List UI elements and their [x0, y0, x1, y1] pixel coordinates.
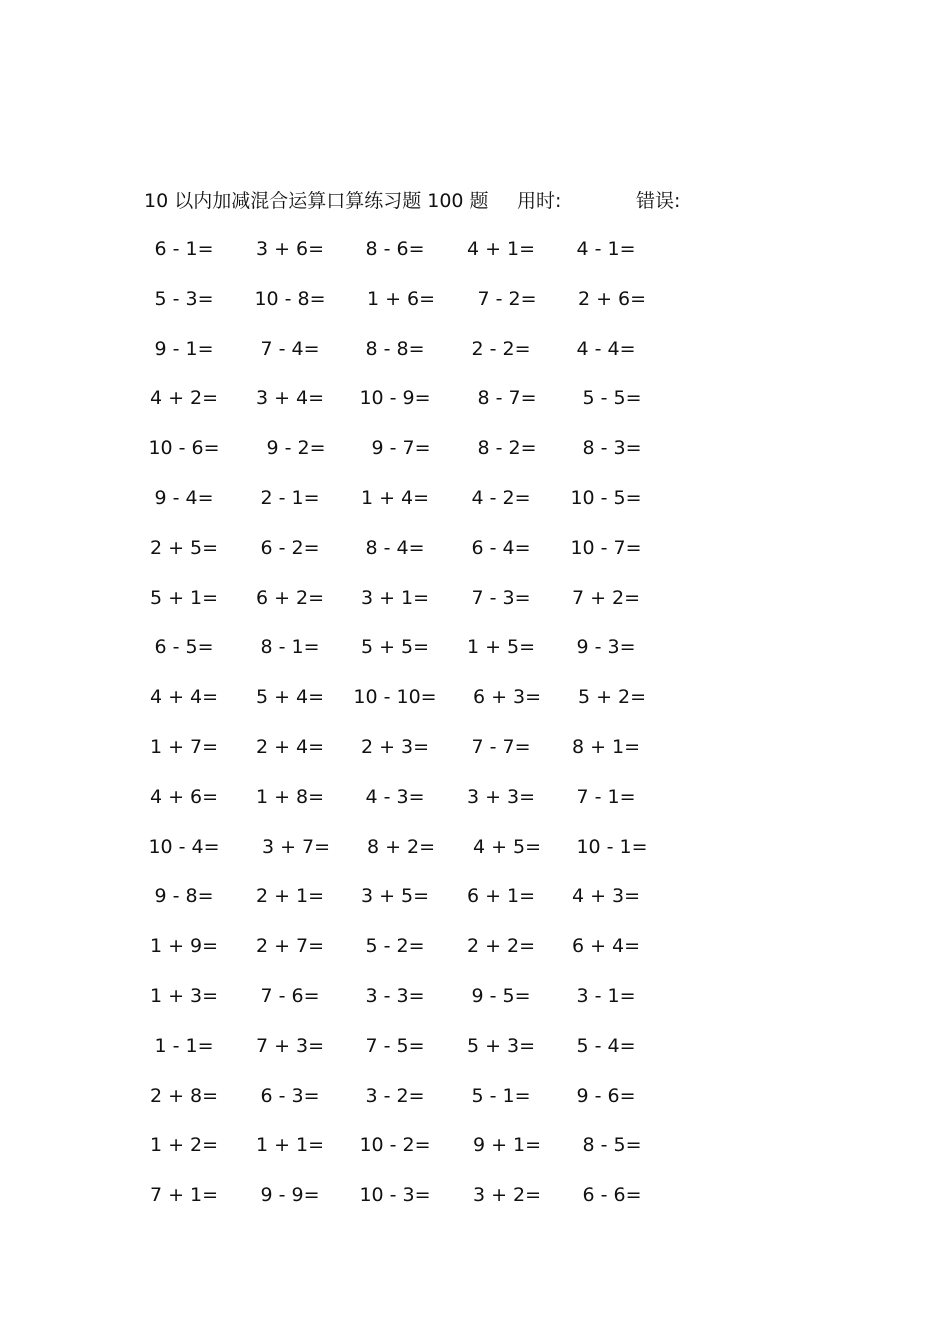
problem-cell: 7 + 3=: [255, 1034, 325, 1057]
problem-cell: 9 - 5=: [471, 984, 531, 1007]
problem-cell: 10 - 2=: [359, 1134, 431, 1157]
problem-cell: 2 + 3=: [360, 735, 430, 758]
problem-cell: 1 + 7=: [149, 735, 219, 758]
problem-cell: 7 + 1=: [149, 1184, 219, 1207]
problem-row: [0, 1130, 950, 1180]
problem-row: [0, 981, 950, 1031]
problem-cell: 8 - 8=: [365, 337, 425, 360]
problem-cell: 3 + 4=: [255, 387, 325, 410]
problem-cell: 10 - 1=: [576, 835, 648, 858]
problem-cell: 2 - 2=: [471, 337, 531, 360]
problem-row: [0, 583, 950, 633]
problem-cell: 7 - 7=: [471, 735, 531, 758]
problem-cell: 9 + 1=: [472, 1134, 542, 1157]
problem-cell: 9 - 4=: [154, 486, 214, 509]
problem-cell: 5 + 4=: [255, 686, 325, 709]
problem-row: [0, 483, 950, 533]
problem-cell: 1 - 1=: [154, 1034, 214, 1057]
problem-cell: 10 - 7=: [570, 536, 642, 559]
problem-cell: 6 + 3=: [472, 686, 542, 709]
problem-cell: 6 + 4=: [571, 935, 641, 958]
problem-cell: 2 + 2=: [466, 935, 536, 958]
problem-cell: 6 + 2=: [255, 586, 325, 609]
problem-cell: 6 - 3=: [260, 1084, 320, 1107]
problem-cell: 3 + 7=: [261, 835, 331, 858]
problem-cell: 9 - 8=: [154, 885, 214, 908]
problem-cell: 2 + 6=: [577, 287, 647, 310]
errors-label: 错误:: [636, 190, 681, 212]
problem-cell: 10 - 4=: [148, 835, 220, 858]
problem-cell: 7 - 5=: [365, 1034, 425, 1057]
problem-cell: 1 + 4=: [360, 486, 430, 509]
problem-cell: 6 - 4=: [471, 536, 531, 559]
problem-cell: 7 - 1=: [576, 785, 636, 808]
problem-cell: 1 + 3=: [149, 984, 219, 1007]
problem-cell: 7 - 4=: [260, 337, 320, 360]
problem-cell: 1 + 9=: [149, 935, 219, 958]
problem-cell: 5 + 1=: [149, 586, 219, 609]
problem-cell: 9 - 6=: [576, 1084, 636, 1107]
problem-cell: 6 - 6=: [582, 1184, 642, 1207]
problem-row: [0, 682, 950, 732]
worksheet-header: [144, 186, 764, 216]
problem-cell: 7 + 2=: [571, 586, 641, 609]
problem-row: [0, 732, 950, 782]
problem-row: [0, 1031, 950, 1081]
problem-row: [0, 632, 950, 682]
problem-row: [0, 383, 950, 433]
problem-cell: 10 - 3=: [359, 1184, 431, 1207]
problem-cell: 1 + 6=: [366, 287, 436, 310]
problem-row: [0, 284, 950, 334]
problem-cell: 2 + 7=: [255, 935, 325, 958]
problem-cell: 2 - 1=: [260, 486, 320, 509]
problem-row: [0, 334, 950, 384]
problem-cell: 10 - 6=: [148, 437, 220, 460]
problem-row: [0, 782, 950, 832]
problem-cell: 4 + 2=: [149, 387, 219, 410]
problem-cell: 8 - 7=: [477, 387, 537, 410]
problem-cell: 8 + 1=: [571, 735, 641, 758]
problem-cell: 1 + 5=: [466, 636, 536, 659]
problem-row: [0, 433, 950, 483]
problem-cell: 6 - 1=: [154, 238, 214, 260]
problem-cell: 8 - 3=: [582, 437, 642, 460]
problem-row: [0, 1081, 950, 1131]
problem-cell: 3 - 3=: [365, 984, 425, 1007]
problem-cell: 7 - 2=: [477, 287, 537, 310]
problem-cell: 2 + 8=: [149, 1084, 219, 1107]
problem-cell: 3 + 1=: [360, 586, 430, 609]
problem-cell: 9 - 9=: [260, 1184, 320, 1207]
problem-cell: 5 + 3=: [466, 1034, 536, 1057]
problem-cell: 6 + 1=: [466, 885, 536, 908]
problem-row: [0, 931, 950, 981]
problem-cell: 3 - 1=: [576, 984, 636, 1007]
problem-cell: 8 + 2=: [366, 835, 436, 858]
problem-cell: 4 + 1=: [466, 238, 536, 260]
problem-cell: 8 - 2=: [477, 437, 537, 460]
problem-cell: 8 - 4=: [365, 536, 425, 559]
problem-cell: 9 - 1=: [154, 337, 214, 360]
problem-row: [0, 234, 950, 284]
problem-cell: 10 - 5=: [570, 486, 642, 509]
problem-cell: 1 + 1=: [255, 1134, 325, 1157]
problem-cell: 5 + 2=: [577, 686, 647, 709]
problem-cell: 5 - 3=: [154, 287, 214, 310]
problem-cell: 4 - 1=: [576, 238, 636, 260]
problem-cell: 6 - 5=: [154, 636, 214, 659]
problem-cell: 6 - 2=: [260, 536, 320, 559]
problem-cell: 8 - 1=: [260, 636, 320, 659]
problem-row: [0, 1180, 950, 1230]
problem-cell: 5 - 4=: [576, 1034, 636, 1057]
problem-cell: 7 - 6=: [260, 984, 320, 1007]
problem-cell: 7 - 3=: [471, 586, 531, 609]
problem-row: [0, 832, 950, 882]
problem-grid: [0, 234, 950, 1230]
problem-cell: 4 + 6=: [149, 785, 219, 808]
problem-cell: 9 - 7=: [371, 437, 431, 460]
problem-cell: 1 + 2=: [149, 1134, 219, 1157]
problem-cell: 8 - 5=: [582, 1134, 642, 1157]
problem-cell: 5 - 2=: [365, 935, 425, 958]
problem-cell: 2 + 5=: [149, 536, 219, 559]
problem-cell: 10 - 9=: [359, 387, 431, 410]
problem-cell: 4 - 2=: [471, 486, 531, 509]
problem-cell: 3 + 3=: [466, 785, 536, 808]
problem-cell: 9 - 2=: [266, 437, 326, 460]
problem-cell: 2 + 4=: [255, 735, 325, 758]
problem-cell: 10 - 10=: [353, 686, 437, 709]
problem-cell: 3 + 2=: [472, 1184, 542, 1207]
time-used-label: 用时:: [517, 190, 562, 212]
problem-cell: 5 - 1=: [471, 1084, 531, 1107]
problem-cell: 4 - 4=: [576, 337, 636, 360]
problem-cell: 4 + 3=: [571, 885, 641, 908]
problem-cell: 1 + 8=: [255, 785, 325, 808]
problem-cell: 3 - 2=: [365, 1084, 425, 1107]
worksheet-title: 10 以内加减混合运算口算练习题 100 题: [144, 190, 489, 212]
problem-cell: 5 - 5=: [582, 387, 642, 410]
problem-cell: 9 - 3=: [576, 636, 636, 659]
problem-cell: 8 - 6=: [365, 238, 425, 260]
problem-cell: 3 + 5=: [360, 885, 430, 908]
problem-row: [0, 881, 950, 931]
problem-cell: 2 + 1=: [255, 885, 325, 908]
problem-cell: 5 + 5=: [360, 636, 430, 659]
problem-row: [0, 533, 950, 583]
problem-cell: 4 + 4=: [149, 686, 219, 709]
problem-cell: 4 + 5=: [472, 835, 542, 858]
problem-cell: 3 + 6=: [255, 238, 325, 260]
problem-cell: 4 - 3=: [365, 785, 425, 808]
problem-cell: 10 - 8=: [254, 287, 326, 310]
